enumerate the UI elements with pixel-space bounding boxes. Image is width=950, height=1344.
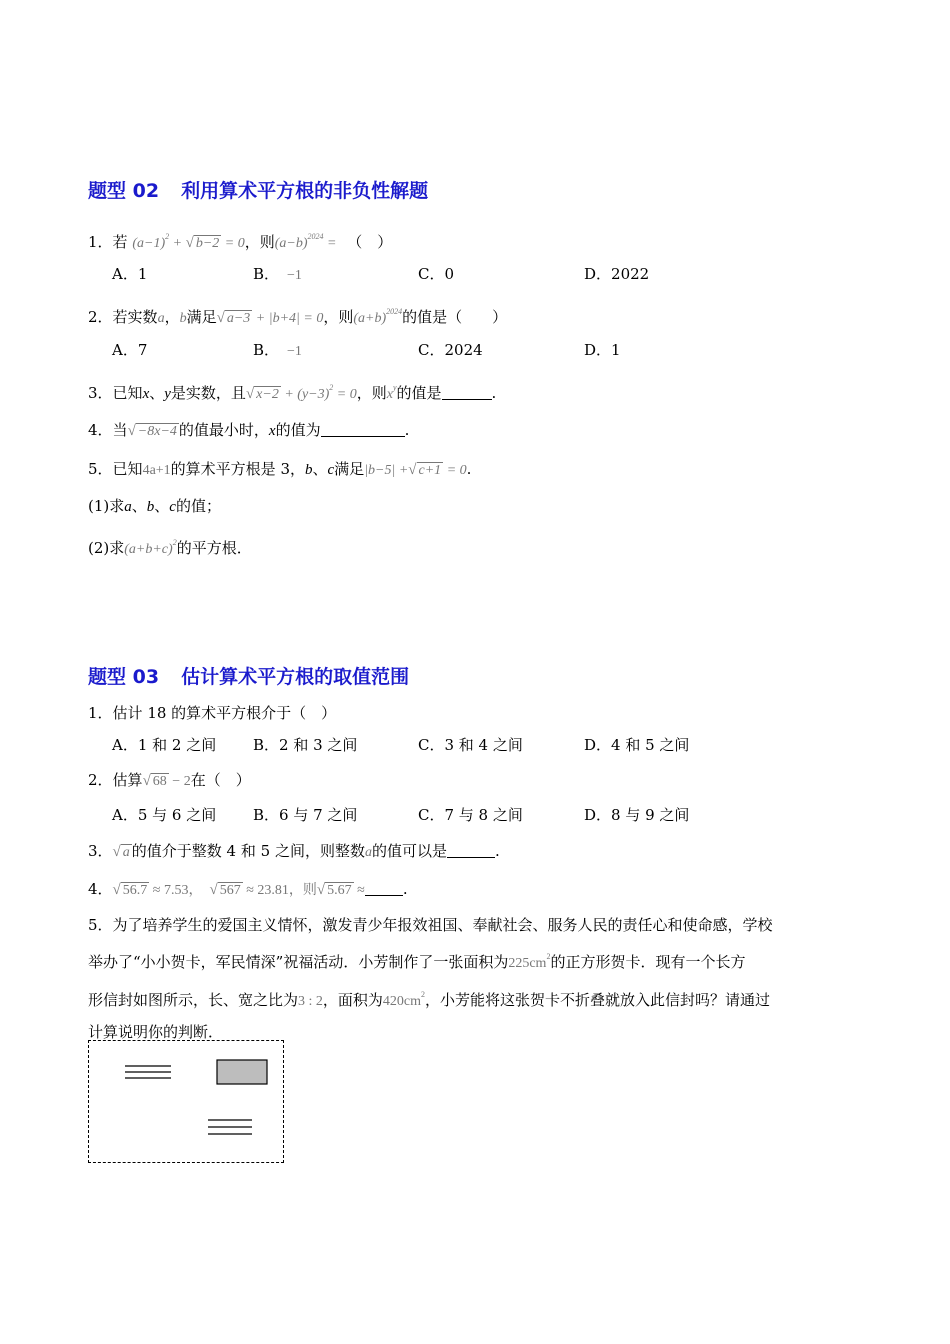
option-b[interactable]: B． −1 [253,341,302,359]
math-expression: √ $x-2 + (y-3)^2 = 0$ [245,383,357,402]
section-heading-03 [88,662,409,689]
math-expression: √ a−3 + |b+4| = 0 [216,310,324,326]
option-d[interactable]: D．8 与 9 之间 [584,806,690,824]
question-5: 5．为了培养学生的爱国主义情怀，激发青少年报效祖国、奉献社会、服务人民的责任心和使命感，学校 举办了“小小贺卡，军民情深”祝福活动．小芳制作了一张面积为$225cm^2$的正方形贺卡．现有一个长方 形信封如图所示，长、宽之比为3 : 2，面积为$420cm^2$，小芳能将这张贺卡不折叠就放入此信封吗？请通过 计算说明你的判断． [88,916,773,1041]
question-4: 4．当√ −8x−4 的值最小时，x的值为 . [88,421,410,439]
math-expression: √ 68 − 2 [142,773,191,789]
math-expression: √ a [112,844,130,860]
question-2: 2．若实数a，b满足√ a−3 + |b+4| = 0，则$(a+b)^{2024}$的值是（ ） [88,307,508,326]
question-3: 3．已知x、y是实数，且√ $x-2 + (y-3)^2 = 0$，则$x^y$的值是 . [88,383,497,402]
math-expression: |b−5| +√ c+1 = 0 [364,462,467,478]
question-4: 4．√ 56.7 ≈ 7.53， √ 567 ≈ 23.81，则√ 5.67 ≈ . [88,880,408,898]
math-expression: $(a+b)^{2024}$ [353,307,403,326]
answer-bracket: （ ） [347,233,393,251]
address-lines-bottom [208,1120,252,1134]
option-c[interactable]: C．3 和 4 之间 [418,736,523,754]
option-a[interactable]: A．5 与 6 之间 [112,806,217,824]
math-expression: $(a-b)^{2024}$ = [274,232,337,251]
address-lines-top [125,1066,171,1078]
section-number: 题型 02 [88,180,160,202]
answer-blank[interactable] [365,881,403,896]
math-expression: √ −8x−4 [127,423,177,439]
option-c[interactable]: C．2024 [418,341,483,359]
question-text: 若 [112,233,128,251]
option-c[interactable]: C．7 与 8 之间 [418,806,523,824]
option-a[interactable]: A．7 [112,341,148,359]
option-a[interactable]: A．1 [112,265,148,283]
option-c[interactable]: C．0 [418,265,455,283]
math-expression: √ 56.7 ≈ 7.53， √ 567 ≈ 23.81，则√ 5.67 ≈ [112,882,365,898]
option-b[interactable]: B．2 和 3 之间 [253,736,358,754]
answer-blank[interactable] [442,385,492,400]
question-2: 2．估算√ 68 − 2在（ ） [88,771,251,789]
question-5-part-1: (1)求a、b、c的值； [88,497,221,515]
question-1: 1．估计 18 的算术平方根介于（ ） [88,704,337,722]
section-title: 估计算术平方根的取值范围 [181,666,410,688]
answer-blank[interactable] [321,422,405,437]
question-3: 3．√ a 的值介于整数 4 和 5 之间，则整数a的值可以是 . [88,842,500,860]
stamp-box [217,1060,267,1084]
option-b[interactable]: B．6 与 7 之间 [253,806,358,824]
math-expression: $(a-1)^2$ + √ b−2 = 0 [132,232,245,251]
section-heading-02 [88,176,428,203]
envelope-drawing [89,1041,282,1161]
envelope-figure [88,1040,284,1163]
question-1 [88,227,392,254]
option-d[interactable]: D．1 [584,341,621,359]
question-number: 1． [88,233,113,251]
section-number: 题型 03 [88,666,160,688]
answer-blank[interactable] [447,843,495,858]
question-5-part-2: (2)求$(a+b+c)^2$的平方根． [88,538,252,557]
question-5: 5．已知4a+1的算术平方根是 3，b、c满足|b−5| +√ c+1 = 0. [88,460,472,478]
option-a[interactable]: A．1 和 2 之间 [112,736,217,754]
section-title: 利用算术平方根的非负性解题 [181,180,429,202]
option-d[interactable]: D．4 和 5 之间 [584,736,690,754]
option-b[interactable]: B． −1 [253,265,302,283]
option-d[interactable]: D．2022 [584,265,650,283]
question-text: ，则 [244,233,275,251]
